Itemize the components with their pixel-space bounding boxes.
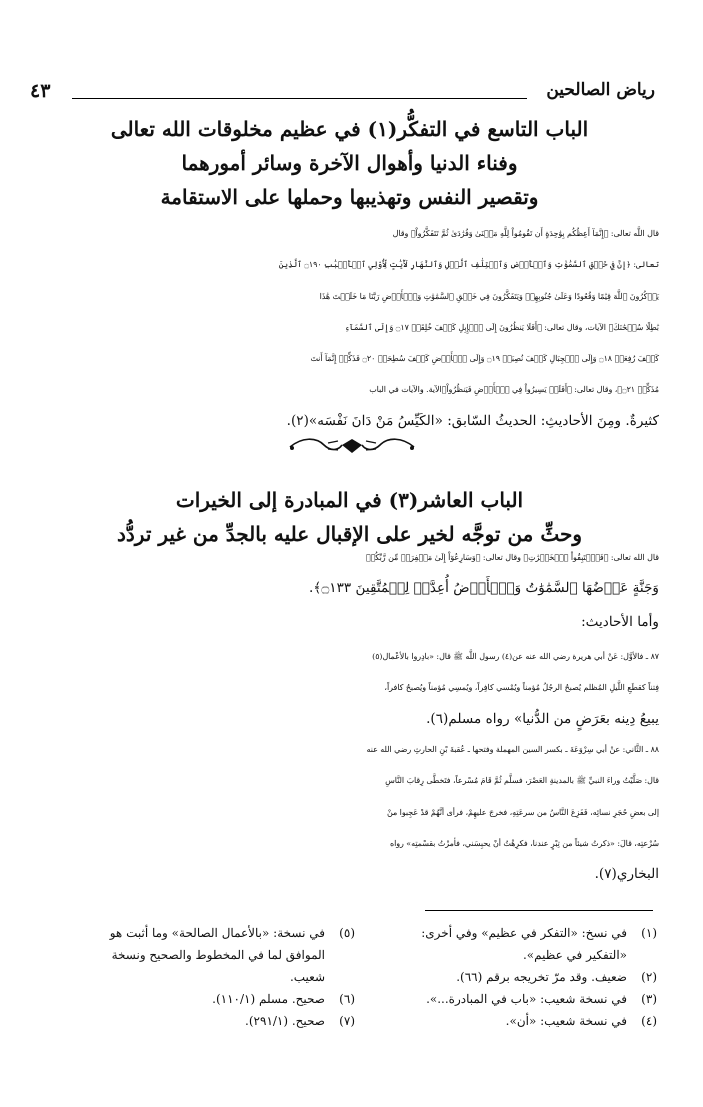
header-rule xyxy=(72,98,527,99)
footnote-text xyxy=(50,922,325,988)
footnote-line: صحيح. مسلم (١١٠/١). xyxy=(212,992,325,1006)
chapter-10-title xyxy=(36,483,663,551)
footnote xyxy=(50,1010,355,1032)
text-line: سُرْعتِه، قالَ: «ذكرتُ شيئاً من تِبْرٍ عندنا، فكرِهْتُ أنْ يحبِسَني، فأمرْتُ بقسْمتِه» رواه xyxy=(389,838,659,848)
text-line: يَذۡكُرُونَ ٱللَّهَ قِيَٰمًا وَقُعُودًا وَعَلَىٰ جُنُوبِهِمۡ وَيَتَفَكَّرُونَ فِي خَلۡقِ ٱلسَّمَٰوَٰتِ وَٱلۡأَرۡضِ رَبَّنَا مَا خَلَقۡتَ هَٰذَا xyxy=(319,291,659,301)
text-line: وأما الأحاديث: xyxy=(581,614,659,630)
chapter-9-body xyxy=(34,218,659,437)
footnote-line: في نسخة شعيب: «باب في المبادرة...». xyxy=(426,992,627,1006)
chapter-10-title-line: وحثِّ من توجَّه لخير على الإقبال عليه بالجدِّ من غير تردُّد xyxy=(116,522,583,546)
text-line: البخاري(٧). xyxy=(594,866,659,883)
footnote-number: (٢) xyxy=(641,970,657,984)
running-header xyxy=(30,70,655,110)
footnote-line: صحيح. (٢٩١/١). xyxy=(245,1014,325,1028)
text-line: إلى بعضِ حُجَرِ نسائِه، فَفَزِعَ النَّاسُ من سرعَتِهِ، فخرجَ عليهِمْ، فرأى أنَّهُمْ قدْ عَجِبوا منْ xyxy=(387,807,659,817)
footnote xyxy=(50,922,355,988)
footnote-line: شعيب. xyxy=(289,970,325,984)
footnote-line: في نسخ: «التفكر في عظيم» وفي أخرى: xyxy=(421,926,627,940)
text-line: ٨٧ ـ فالأوَّل: عَنْ أبي هريرة رضي الله عنه عن(٤) رسول اللَّه ﷺ قال: «بادِروا بالأعْمال(٥) xyxy=(372,652,659,661)
footnote-number: (١) xyxy=(641,926,657,940)
hadith-intro xyxy=(34,607,659,638)
page-number: ٤٣ xyxy=(30,80,51,102)
footnote xyxy=(352,1010,657,1032)
footnote-line: الموافق لما في المخطوط والصحيح ونسخة xyxy=(111,948,325,962)
footnote xyxy=(50,988,355,1010)
footnote-number: (٤) xyxy=(641,1014,657,1028)
chapter-10-quran xyxy=(34,542,659,605)
text-line: يبيعُ دِينه بعَرَضٍ من الدُّنيا» رواه مسلم(٦). xyxy=(426,710,659,727)
text-line: كَيۡفَ رُفِعَتۡ ۝١٨ وَإِلَى ٱلۡجِبَالِ كَيۡفَ نُصِبَتۡ ۝١٩ وَإِلَى ٱلۡأَرۡضِ كَيۡفَ سُطِحَتۡ ۝٢٠ فَذَكِّرۡ إِنَّمَآ أَنتَ xyxy=(310,354,659,364)
footnote-line: في نسخة شعيب: «أن». xyxy=(505,1014,627,1028)
text-line: تعالى: ﴿إِنَّ فِي خَلۡقِ ٱلسَّمَٰوَٰتِ وَٱلۡأَرۡضِ وَٱخۡتِلَٰفِ ٱلَّيۡلِ وَٱلنَّهَارِ لَأٓيَٰتٍ لِّأُوْلِي ٱلۡأَلۡبَٰبِ ۝١٩٠ ٱلَّذِينَ xyxy=(278,260,659,270)
footnote-line: في نسخة: «بالأعمال الصالحة» وما أثبت هو xyxy=(109,926,325,940)
footnote xyxy=(352,922,657,966)
footnote-number: (٣) xyxy=(641,992,657,1006)
text-line: بَٰطِلًا سُبۡحَٰنَكَ﴾ الآيات، وقال تعالى: ﴿أَفَلَا يَنظُرُونَ إِلَى ٱلۡإِبِلِ كَيۡفَ خُلِقَتۡ ۝١٧ وَإِلَى ٱلسَّمَآءِ xyxy=(344,322,659,332)
text-line: مُذَكِّرٞ ۝٢١﴾، وقال تعالى: ﴿أَفَلَمۡ يَسِيرُواْ فِي ٱلۡأَرۡضِ فَيَنظُرُواْ﴾الآية. والآيات في الباب xyxy=(369,385,659,395)
footnote-text xyxy=(50,1010,325,1032)
text-line: كثيرةٌ. ومِنَ الأحاديثِ: الحديثُ السّابق: «الكَيِّسُ مَنْ دَانَ نَفْسَه»(٢). xyxy=(286,412,659,429)
footnote-number: (٥) xyxy=(339,926,355,940)
chapter-9-title-line: الباب التاسع في التفكُّر(١) في عظيم مخلوقات الله تعالى xyxy=(110,117,589,141)
hadith-87 xyxy=(34,641,659,735)
footnotes-right-column xyxy=(352,922,657,1032)
chapter-9-title-line: وتقصير النفس وتهذيبها وحملها على الاستقامة xyxy=(160,185,539,209)
chapter-10-title-line: الباب العاشر(٣) في المبادرة إلى الخيرات xyxy=(175,488,524,512)
text-line: قال: صَلَّيْتُ وراءَ النبيِّ ﷺ بالمدينةِ العَصْرَ، فسلَّم ثُمَّ قَامَ مُسْرعاً، فتَخطَّى رِقابَ النَّاسِ xyxy=(385,776,659,786)
chapter-9-title xyxy=(36,112,663,214)
footnote-text xyxy=(352,922,627,966)
hadith-88 xyxy=(34,734,659,890)
text-line: فِتناً كقطَعِ اللَّيلِ المُظلم يُصبحُ الرجُلُ مُؤمناً ويُمْسي كافِراً، ويُمسِي مُؤمناً ويُصبحُ كافراً، xyxy=(384,683,659,693)
footnote-text xyxy=(352,988,627,1010)
footnotes-left-column xyxy=(50,922,355,1032)
footnote-rule xyxy=(425,910,653,911)
text-line: قال اللَّه تعالى: ﴿إِنَّمَآ أَعِظُكُم بِوَٰحِدَةٍ أَن تَقُومُواْ لِلَّهِ مَثۡنَىٰ وَفُرَٰدَىٰ ثُمَّ تَتَفَكَّرُواْ﴾ وقال xyxy=(392,229,659,238)
section-divider-ornament xyxy=(282,433,422,459)
text-line: وَجَنَّةٍ عَرۡضُهَا ٱلسَّمَٰوَٰتُ وَٱلۡأَرۡضُ أُعِدَّتۡ لِلۡمُتَّقِينَ ۝١٣٣﴾. xyxy=(309,580,659,597)
footnote-line: «التفكير في عظيم». xyxy=(522,948,627,962)
text-line: قال الله تعالى: ﴿فَٱسۡتَبِقُواْ ٱلۡخَيۡرَٰتِ﴾ وقال تعالى: ﴿وَسَارِعُوٓاْ إِلَىٰ مَغۡفِرَةٖ مِّن رَّبِّكُمۡ xyxy=(365,553,659,562)
chapter-9-title-line: وفناء الدنيا وأهوال الآخرة وسائر أمورهما xyxy=(181,151,518,175)
footnote-text xyxy=(352,966,627,988)
book-title: رياض الصالحين xyxy=(546,80,655,100)
footnote xyxy=(352,988,657,1010)
footnote-number: (٧) xyxy=(339,1014,355,1028)
footnote-text xyxy=(50,988,325,1010)
footnote-text xyxy=(352,1010,627,1032)
footnote-line: ضعيف. وقد مرّ تخريجه برقم (٦٦). xyxy=(456,970,627,984)
text-line: ٨٨ ـ الثَّاني: عنْ أبي سِرْوَعَةَ ـ بكسر السين المهملة وفتحها ـ عُقبةَ بْنِ الحارثِ رضي الله عنه xyxy=(366,745,659,754)
footnote-number: (٦) xyxy=(339,992,355,1006)
footnote xyxy=(352,966,657,988)
